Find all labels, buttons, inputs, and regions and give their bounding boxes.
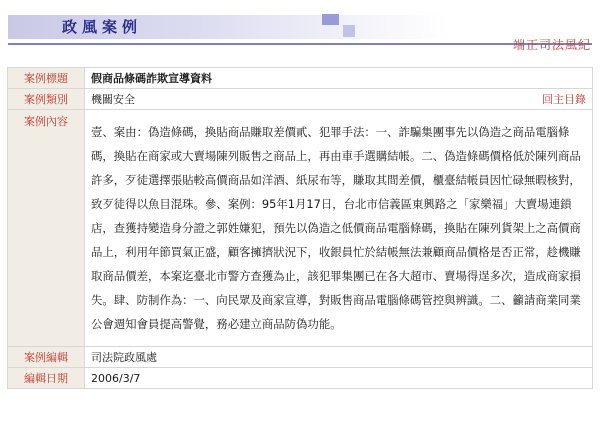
table-row-category: [8, 89, 593, 110]
table-row-editor: [8, 347, 593, 368]
page-title: 政風案例: [62, 18, 143, 36]
home-link[interactable]: 回主目錄: [542, 93, 586, 106]
page-header: [0, 0, 600, 58]
case-date-label: 編輯日期: [8, 368, 85, 389]
case-table: [7, 67, 593, 389]
decorative-square: [322, 14, 339, 25]
case-category-cell: [85, 89, 593, 110]
case-category-value: 機關安全: [91, 93, 135, 106]
case-content-label: 案例內容: [8, 110, 85, 347]
table-row-title: [8, 68, 593, 89]
case-date-value: 2006/3/7: [85, 368, 593, 389]
table-row-content: [8, 110, 593, 347]
case-content-value: 壹、案由：偽造條碼，換貼商品賺取差價貳、犯罪手法：一、詐騙集團事先以偽造之商品電腦條碼，換貼在商家或大賣場陳列販售之商品上，再由車手選購結帳。二、偽造條碼價格低於陳列商品許多，歹徒選擇張貼較高價商品如洋酒、紙尿布等，賺取其間差價，櫃臺結帳員因忙碌無暇核對，致歹徒得以魚目混珠。參、案例：95年1月17日，台北市信義區東興路之「家樂福」大賣場連鎖店，查獲持變造身分證之郭姓嫌犯，預先以偽造之低價商品電腦條碼，換貼在陳列貨架上之高價商品上，利用年節買氣正盛，顧客擁擠狀況下，收銀員忙於結帳無法兼顧商品價格是否正常，趁機賺取商品價差，本案迄臺北市警方查獲為止，該犯罪集團已在各大超市、賣場得逞多次，造成商家損失。肆、防制作為：一、向民眾及商家宣導，對販售商品電腦條碼管控與辨識。二、籲請商業同業公會週知會員提高警覺，務必建立商品防偽功能。: [85, 110, 593, 347]
header-divider: [8, 43, 592, 45]
case-title-value: 假商品條碼詐欺宣導資料: [85, 68, 593, 89]
case-editor-value: 司法院政風處: [85, 347, 593, 368]
case-category-label: 案例類別: [8, 89, 85, 110]
decorative-square: [343, 25, 355, 37]
page-subtitle: 端正司法風紀: [512, 38, 591, 52]
table-row-date: [8, 368, 593, 389]
case-title-label: 案例標題: [8, 68, 85, 89]
case-editor-label: 案例編輯: [8, 347, 85, 368]
